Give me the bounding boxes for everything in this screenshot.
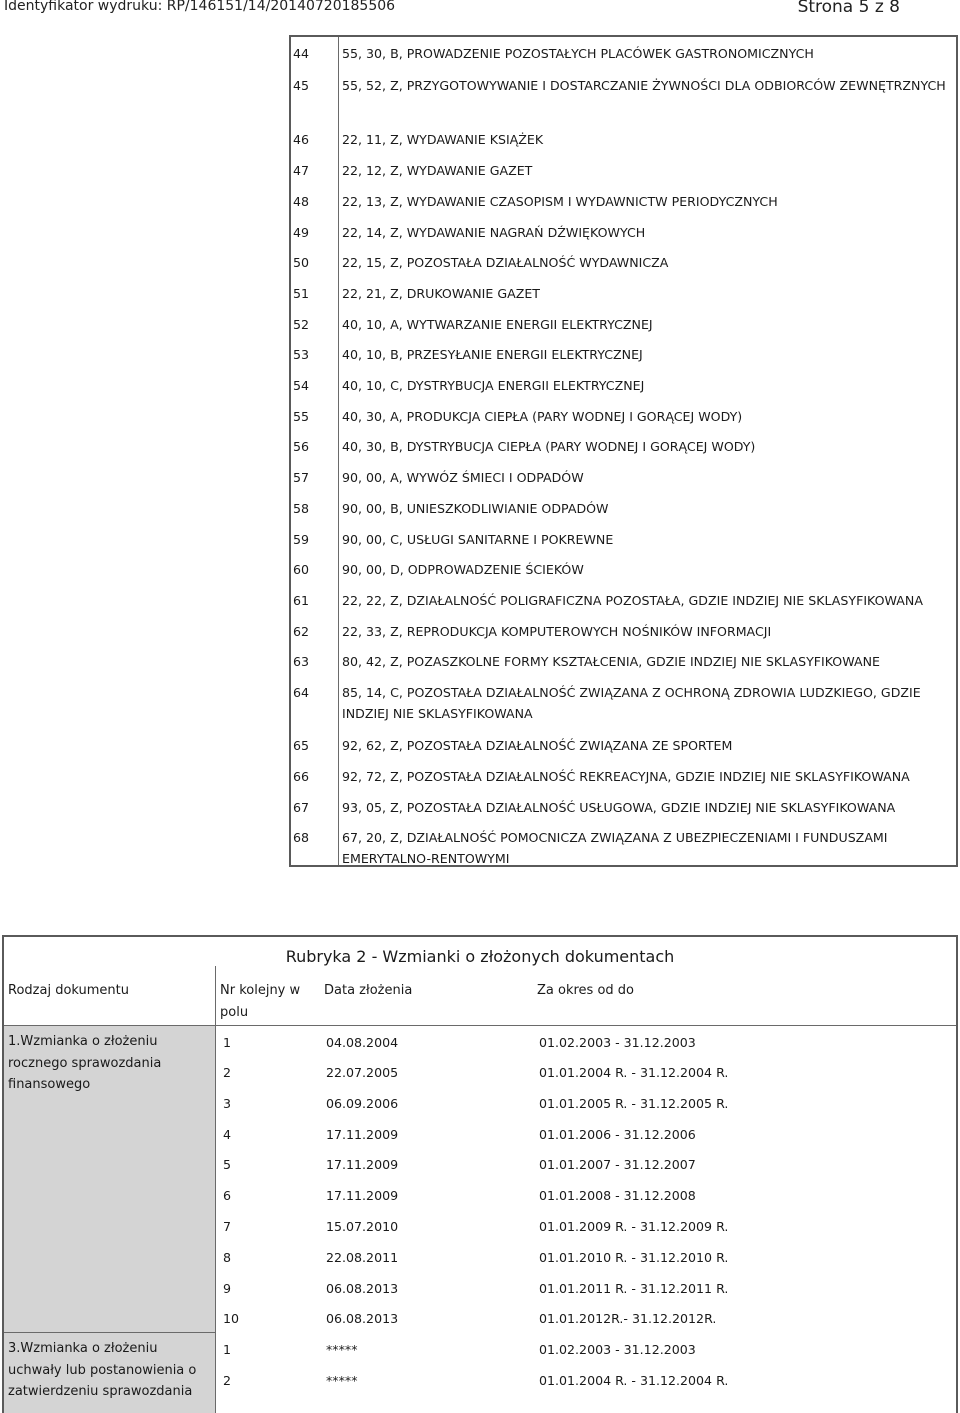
group-divider	[4, 1332, 215, 1333]
activity-description: 92, 72, Z, POZOSTAŁA DZIAŁALNOŚĆ REKREACYJNA, GDZIE INDZIEJ NIE SKLASYFIKOWANA	[342, 769, 910, 784]
page-number: Strona 5 z 8	[797, 0, 900, 17]
row-number: 60	[293, 562, 310, 577]
row-number: 66	[293, 769, 310, 784]
activity-description: 90, 00, C, USŁUGI SANITARNE I POKREWNE	[342, 532, 614, 547]
reporting-period: 01.01.2007 - 31.12.2007	[539, 1157, 696, 1172]
reporting-period: 01.01.2012R.- 31.12.2012R.	[539, 1311, 717, 1326]
row-number: 63	[293, 654, 310, 669]
activity-description: 22, 11, Z, WYDAWANIE KSIĄŻEK	[342, 132, 544, 147]
activity-description: 90, 00, A, WYWÓZ ŚMIECI I ODPADÓW	[342, 470, 584, 485]
reporting-period: 01.01.2006 - 31.12.2006	[539, 1127, 696, 1142]
row-number: 54	[293, 378, 310, 393]
reporting-period: 01.01.2008 - 31.12.2008	[539, 1188, 696, 1203]
section-title: Rubryka 2 - Wzmianki o złożonych dokumentach	[285, 947, 675, 966]
filing-date: 06.09.2006	[326, 1096, 399, 1111]
filing-date: 22.07.2005	[326, 1065, 399, 1080]
reporting-period: 01.01.2010 R. - 31.12.2010 R.	[539, 1250, 729, 1265]
page-header	[0, 0, 960, 20]
activity-description: 40, 30, A, PRODUKCJA CIEPŁA (PARY WODNEJ I GORĄCEJ WODY)	[342, 409, 743, 424]
reporting-period: 01.02.2003 - 31.12.2003	[539, 1035, 696, 1050]
filing-date: 17.11.2009	[326, 1127, 399, 1142]
activity-description: 55, 52, Z, PRZYGOTOWYWANIE I DOSTARCZANIE ŻYWNOŚCI DLA ODBIORCÓW ZEWNĘTRZNYCH	[342, 78, 946, 93]
pkd-activity-table	[289, 35, 958, 867]
entry-number: 10	[223, 1311, 240, 1326]
reporting-period: 01.01.2011 R. - 31.12.2011 R.	[539, 1281, 729, 1296]
row-number: 47	[293, 163, 310, 178]
row-number: 51	[293, 286, 310, 301]
activity-description: 92, 62, Z, POZOSTAŁA DZIAŁALNOŚĆ ZWIĄZANA ZE SPORTEM	[342, 738, 733, 753]
activity-description: 22, 15, Z, POZOSTAŁA DZIAŁALNOŚĆ WYDAWNICZA	[342, 255, 669, 270]
group-label-financial-statement: 1.Wzmianka o złożeniu rocznego sprawozdania finansowego	[8, 1034, 162, 1092]
reporting-period: 01.01.2005 R. - 31.12.2005 R.	[539, 1096, 729, 1111]
activity-description: 90, 00, D, ODPROWADZENIE ŚCIEKÓW	[342, 562, 584, 577]
entry-number: 2	[223, 1373, 232, 1388]
column-header-rodzaj: Rodzaj dokumentu	[8, 983, 129, 998]
rubryka-2-section	[2, 935, 958, 1413]
row-number: 59	[293, 532, 310, 547]
filing-date: *****	[326, 1373, 358, 1388]
entry-number: 3	[223, 1096, 232, 1111]
activity-description: 22, 14, Z, WYDAWANIE NAGRAŃ DŹWIĘKOWYCH	[342, 225, 646, 240]
column-header-data: Data złożenia	[324, 983, 413, 998]
row-number: 57	[293, 470, 310, 485]
entry-number: 8	[223, 1250, 232, 1265]
entry-number: 9	[223, 1281, 232, 1296]
row-number: 65	[293, 738, 310, 753]
activity-description: 22, 22, Z, DZIAŁALNOŚĆ POLIGRAFICZNA POZOSTAŁA, GDZIE INDZIEJ NIE SKLASYFIKOWANA	[342, 593, 923, 608]
activity-description: 67, 20, Z, DZIAŁALNOŚĆ POMOCNICZA ZWIĄZANA Z UBEZPIECZENIAMI I FUNDUSZAMI EMERYTALNO-RENTOWYMI	[342, 830, 888, 866]
row-number: 55	[293, 409, 310, 424]
activity-description: 40, 30, B, DYSTRYBUCJA CIEPŁA (PARY WODNEJ I GORĄCEJ WODY)	[342, 439, 756, 454]
entry-number: 7	[223, 1219, 232, 1234]
row-number: 64	[293, 685, 310, 700]
row-number: 62	[293, 624, 310, 639]
activity-description: 80, 42, Z, POZASZKOLNE FORMY KSZTAŁCENIA, GDZIE INDZIEJ NIE SKLASYFIKOWANE	[342, 654, 880, 669]
entry-number: 1	[223, 1342, 232, 1357]
row-number: 52	[293, 317, 310, 332]
filing-date: 17.11.2009	[326, 1157, 399, 1172]
filing-date: *****	[326, 1342, 358, 1357]
row-number: 67	[293, 800, 310, 815]
entry-number: 6	[223, 1188, 232, 1203]
column-divider	[338, 37, 339, 865]
row-number: 46	[293, 132, 310, 147]
row-number: 50	[293, 255, 310, 270]
reporting-period: 01.01.2009 R. - 31.12.2009 R.	[539, 1219, 729, 1234]
row-number: 68	[293, 830, 310, 845]
activity-description: 40, 10, C, DYSTRYBUCJA ENERGII ELEKTRYCZNEJ	[342, 378, 645, 393]
filing-date: 06.08.2013	[326, 1281, 399, 1296]
reporting-period: 01.01.2004 R. - 31.12.2004 R.	[539, 1065, 729, 1080]
row-number: 48	[293, 194, 310, 209]
filing-date: 06.08.2013	[326, 1311, 399, 1326]
row-number: 44	[293, 46, 310, 61]
filing-date: 04.08.2004	[326, 1035, 399, 1050]
entry-number: 5	[223, 1157, 232, 1172]
activity-description: 55, 30, B, PROWADZENIE POZOSTAŁYCH PLACÓWEK GASTRONOMICZNYCH	[342, 46, 814, 61]
activity-description: 90, 00, B, UNIESZKODLIWIANIE ODPADÓW	[342, 501, 609, 516]
column-header-nr: Nr kolejny w polu	[220, 983, 301, 1020]
filing-date: 17.11.2009	[326, 1188, 399, 1203]
entry-number: 1	[223, 1035, 232, 1050]
entry-number: 2	[223, 1065, 232, 1080]
row-number: 45	[293, 78, 310, 93]
activity-description: 22, 13, Z, WYDAWANIE CZASOPISM I WYDAWNICTW PERIODYCZNYCH	[342, 194, 778, 209]
activity-description: 22, 33, Z, REPRODUKCJA KOMPUTEROWYCH NOŚNIKÓW INFORMACJI	[342, 624, 772, 639]
activity-description: 93, 05, Z, POZOSTAŁA DZIAŁALNOŚĆ USŁUGOWA, GDZIE INDZIEJ NIE SKLASYFIKOWANA	[342, 800, 896, 815]
row-number: 53	[293, 347, 310, 362]
reporting-period: 01.02.2003 - 31.12.2003	[539, 1342, 696, 1357]
reporting-period: 01.01.2004 R. - 31.12.2004 R.	[539, 1373, 729, 1388]
column-divider	[215, 1026, 216, 1413]
activity-description: 40, 10, A, WYTWARZANIE ENERGII ELEKTRYCZNEJ	[342, 317, 653, 332]
column-header-okres: Za okres od do	[537, 983, 634, 998]
row-number: 58	[293, 501, 310, 516]
filing-date: 22.08.2011	[326, 1250, 399, 1265]
filing-date: 15.07.2010	[326, 1219, 399, 1234]
row-number: 56	[293, 439, 310, 454]
entry-number: 4	[223, 1127, 232, 1142]
header-divider	[215, 966, 216, 1025]
activity-description: 85, 14, C, POZOSTAŁA DZIAŁALNOŚĆ ZWIĄZANA Z OCHRONĄ ZDROWIA LUDZKIEGO, GDZIE INDZIEJ NIE SKLASYFIKOWANA	[342, 685, 921, 721]
row-number: 61	[293, 593, 310, 608]
print-identifier: Identyfikator wydruku: RP/146151/14/20140720185506	[4, 0, 396, 14]
activity-description: 22, 21, Z, DRUKOWANIE GAZET	[342, 286, 540, 301]
row-number: 49	[293, 225, 310, 240]
activity-description: 22, 12, Z, WYDAWANIE GAZET	[342, 163, 533, 178]
activity-description: 40, 10, B, PRZESYŁANIE ENERGII ELEKTRYCZNEJ	[342, 347, 643, 362]
group-label-resolution: 3.Wzmianka o złożeniu uchwały lub postanowienia o zatwierdzeniu sprawozdania	[8, 1341, 197, 1399]
